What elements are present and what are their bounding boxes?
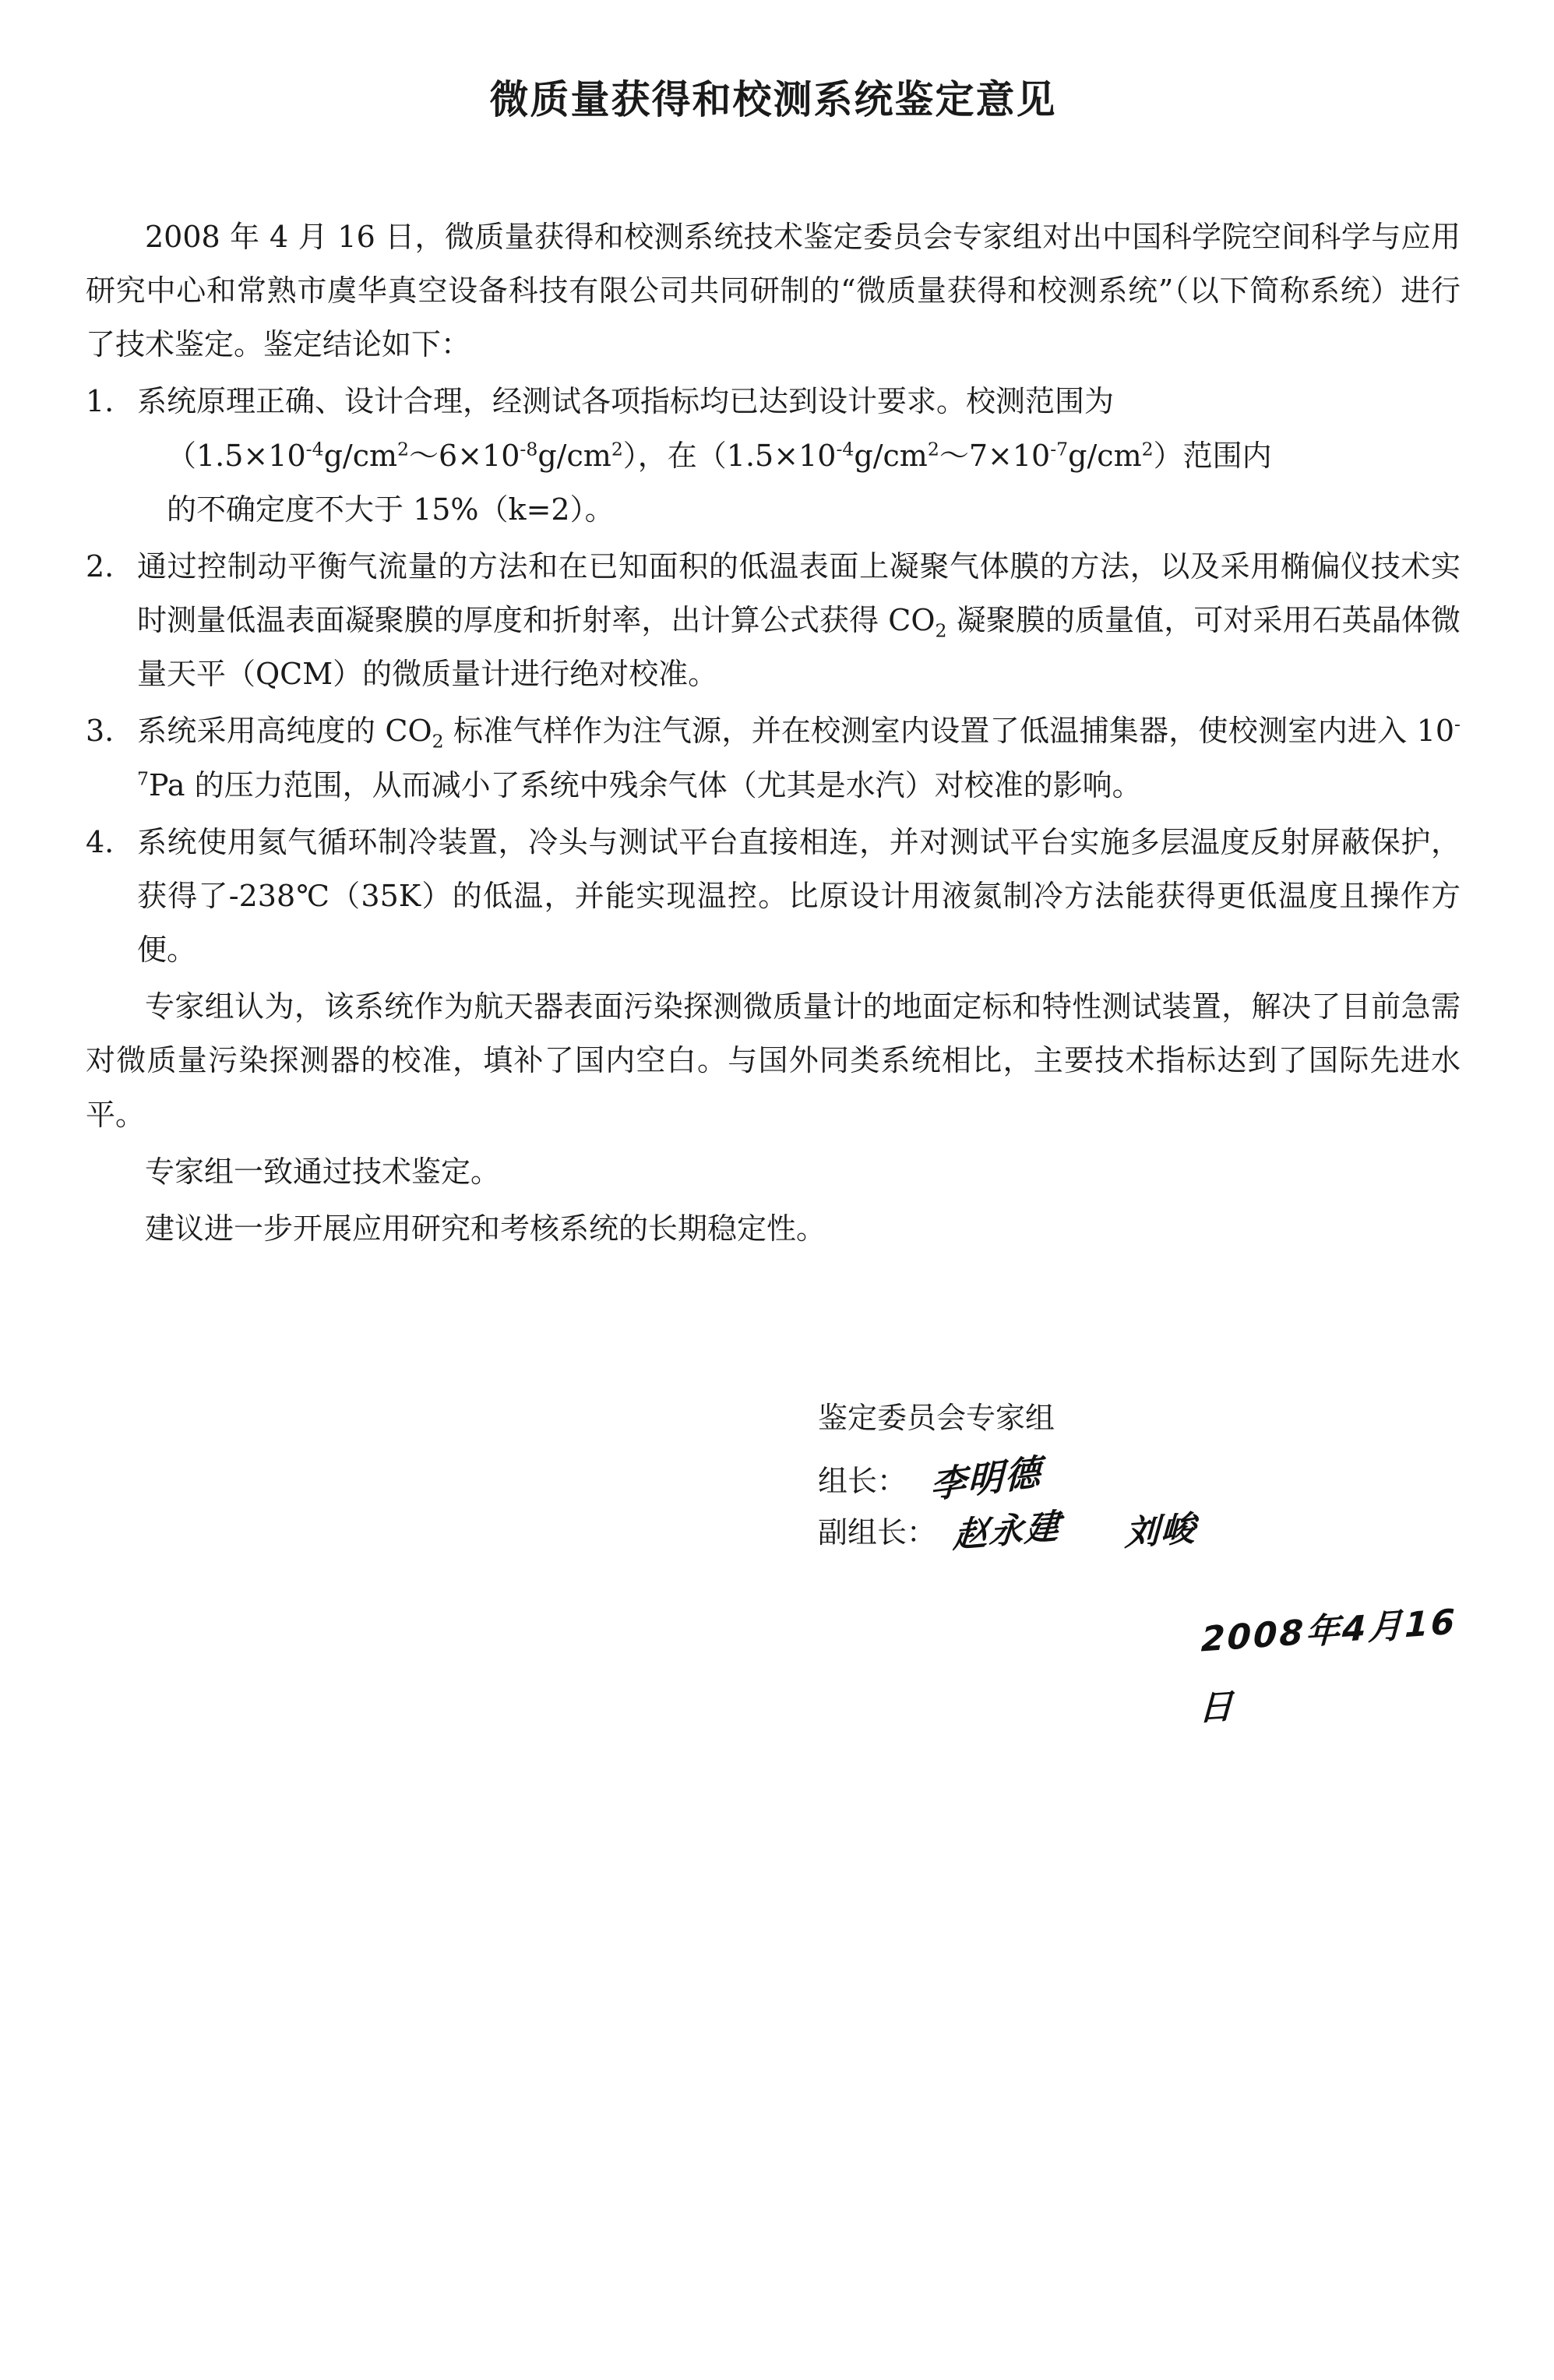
list-item-marker: 1. bbox=[86, 384, 115, 419]
list-item-text: 通过控制动平衡气流量的方法和在已知面积的低温表面上凝聚气体膜的方法，以及采用椭偏仪技术实时测量低温表面凝聚膜的厚度和折射率，出计算公式获得 $CO_2$ 凝聚膜的质量值，可对采用石英晶体微量天平（QCM）的微质量计进行绝对校准。 bbox=[137, 548, 1461, 692]
conclusion-paragraph-1: 专家组认为，该系统作为航天器表面污染探测微质量计的地面定标和特性测试装置，解决了目前急需对微质量污染探测器的校准，填补了国内空白。与国外同类系统相比，主要技术指标达到了国际先进水平。 bbox=[86, 989, 1461, 1132]
list-item-text-2: $(1.5\times 10^{-4}g/cm^2\sim 6\times 10^{-8}g/cm^2)$，在$(1.5\times 10^{-4}g/cm^2\sim 7\times 10^{-7}g/cm^2)$范围内 bbox=[167, 437, 1272, 473]
signature-committee: 鉴定委员会专家组 bbox=[818, 1400, 1055, 1435]
list-item-text-3: 的不确定度不大于 15%（k=2）。 bbox=[167, 492, 615, 527]
signature-date-handwriting: 2008年4月16日 bbox=[1197, 1602, 1458, 1729]
conclusion-paragraph-3: 建议进一步开展应用研究和考核系统的长期稳定性。 bbox=[145, 1211, 826, 1246]
signature-deputy-handwriting-2: 刘峻 bbox=[1124, 1508, 1198, 1554]
list-item-marker: 3. bbox=[86, 714, 115, 749]
document-body bbox=[86, 210, 1461, 1256]
list-item-text: 系统采用高纯度的 $CO_2$ 标准气样作为注气源，并在校测室内设置了低温捕集器，使校测室内进入 $10^{-7}Pa$ 的压力范围，从而减小了系统中残余气体（尤其是水汽）对校准的影响。 bbox=[137, 713, 1461, 802]
signature-group bbox=[818, 1388, 1461, 1557]
signature-deputy-handwriting-1: 赵永建 bbox=[952, 1506, 1063, 1557]
signature-deputy-label: 副组长： bbox=[818, 1514, 937, 1550]
signature-leader-row bbox=[818, 1443, 1461, 1507]
list-item-text: 系统使用氦气循环制冷装置，冷头与测试平台直接相连，并对测试平台实施多层温度反射屏蔽保护，获得了-238℃（35K）的低温，并能实现温控。比原设计用液氮制冷方法能获得更低温度且操作方便。 bbox=[137, 824, 1461, 968]
list-item-marker: 4. bbox=[86, 824, 115, 859]
list-item bbox=[86, 375, 1461, 536]
list-item-text-1: 系统原理正确、设计合理，经测试各项指标均已达到设计要求。校测范围为 bbox=[137, 384, 1115, 419]
list-item bbox=[86, 704, 1461, 812]
signature-deputy-row bbox=[818, 1497, 1461, 1557]
signature-leader-handwriting: 李明德 bbox=[930, 1450, 1043, 1507]
list-item-marker: 2. bbox=[86, 548, 115, 584]
signature-leader-label: 组长： bbox=[818, 1463, 907, 1498]
conclusion-list bbox=[86, 375, 1461, 977]
intro-paragraph: 2008 年 4 月 16 日，微质量获得和校测系统技术鉴定委员会专家组对出中国科学院空间科学与应用研究中心和常熟市虞华真空设备科技有限公司共同研制的“微质量获得和校测系统”（以下简称系统）进行了技术鉴定。鉴定结论如下： bbox=[86, 220, 1461, 362]
list-item bbox=[86, 816, 1461, 977]
page-title: 微质量获得和校测系统鉴定意见 bbox=[489, 77, 1057, 122]
conclusion-paragraph-2: 专家组一致通过技术鉴定。 bbox=[145, 1154, 501, 1189]
signature-block bbox=[86, 1388, 1461, 1734]
list-item bbox=[86, 540, 1461, 701]
